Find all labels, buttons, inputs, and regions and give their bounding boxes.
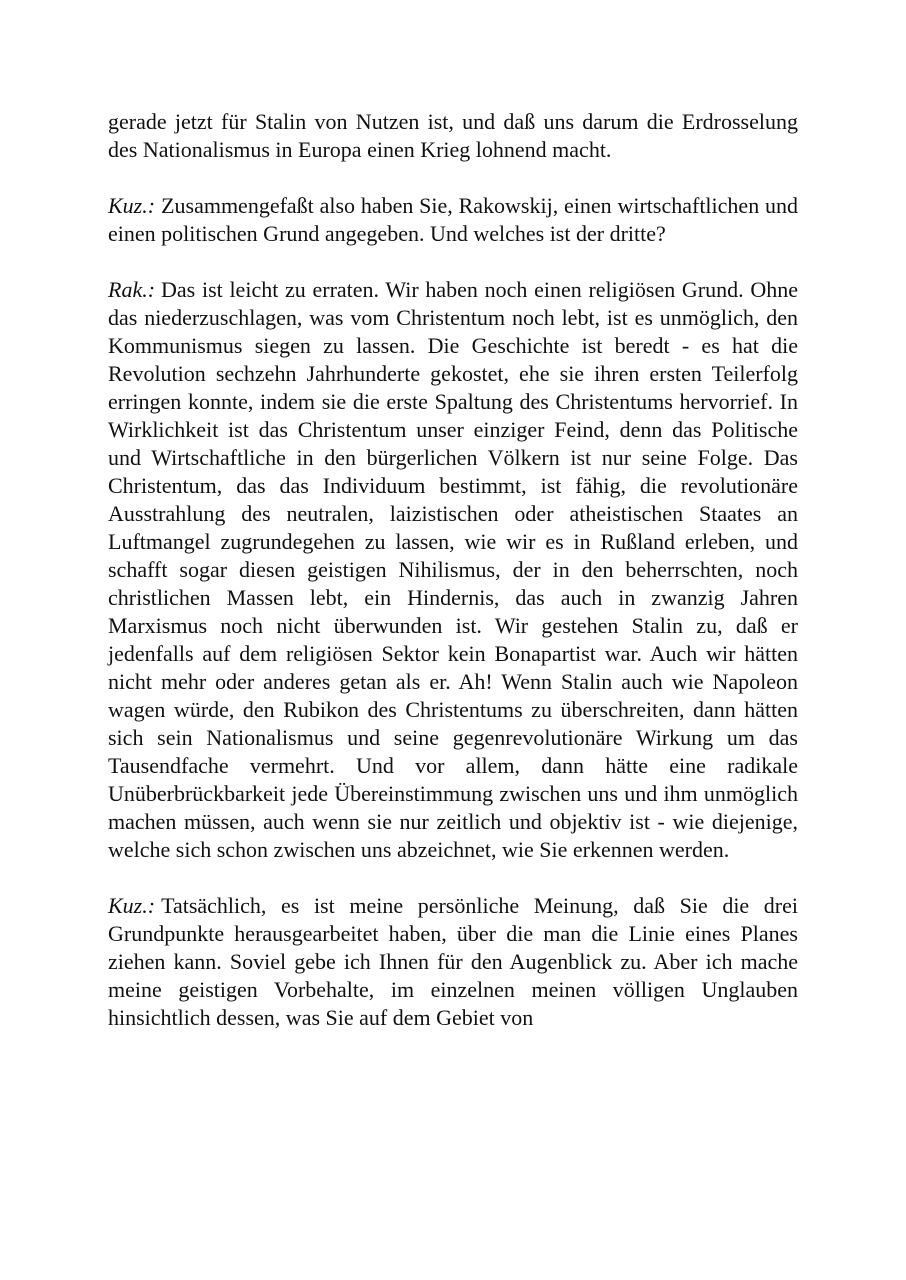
paragraph-text: Zusammengefaßt also haben Sie, Rakowskij, einen wirtschaftlichen und einen politischen Grund angegeben. Und welches ist der dritte? [108,193,798,246]
paragraph-text: gerade jetzt für Stalin von Nutzen ist, und daß uns darum die Erdrosselung des Nationalismus in Europa einen Krieg lohnend macht. [108,109,798,162]
document-page [108,108,798,1060]
paragraph-dialogue [108,892,798,1032]
paragraph-text: Tatsächlich, es ist meine persönliche Meinung, daß Sie die drei Grundpunkte herausgearbeitet haben, über die man die Linie eines Planes ziehen kann. Soviel gebe ich Ihnen für den Augenblick zu. Aber ich mache meine geistigen Vorbehalte, im einzelnen meinen völligen Unglauben hinsichtlich dessen, was Sie auf dem Gebiet von [108,893,798,1030]
paragraph-dialogue [108,192,798,248]
paragraph-text: Das ist leicht zu erraten. Wir haben noch einen religiösen Grund. Ohne das niederzuschlagen, was vom Christentum noch lebt, ist es unmöglich, den Kommunismus siegen zu lassen. Die Geschichte ist beredt - es hat die Revolution sechzehn Jahrhunderte gekostet, ehe sie ihren ersten Teilerfolg erringen konnte, indem sie die erste Spaltung des Christentums hervorrief. In Wirklichkeit ist das Christentum unser einziger Feind, denn das Politische und Wirtschaftliche in den bürgerlichen Völkern ist nur seine Folge. Das Christentum, das das Individuum bestimmt, ist fähig, die revolutionäre Ausstrahlung des neutralen, laizistischen oder atheistischen Staates an Luftmangel zugrundegehen zu lassen, wie wir es in Rußland erleben, und schafft sogar diesen geistigen Nihilismus, der in den beherrschten, noch christlichen Massen lebt, ein Hindernis, das auch in zwanzig Jahren Marxismus noch nicht überwunden ist. Wir gestehen Stalin zu, daß er jedenfalls auf dem religiösen Sektor kein Bonapartist war. Auch wir hätten nicht mehr oder anderes getan als er. Ah! Wenn Stalin auch wie Napoleon wagen würde, den Rubikon des Christentums zu überschreiten, dann hätten sich sein Nationalismus und seine gegenrevolutionäre Wirkung um das Tausendfache vermehrt. Und vor allem, dann hätte eine radikale Unüberbrückbarkeit jede Übereinstimmung zwischen uns und ihm unmöglich machen müssen, auch wenn sie nur zeitlich und objektiv ist - wie diejenige, welche sich schon zwischen uns abzeichnet, wie Sie erkennen werden. [108,277,798,862]
speaker-label: Kuz.: [108,893,156,918]
speaker-label: Rak.: [108,277,156,302]
speaker-label: Kuz.: [108,193,156,218]
paragraph-continuation [108,108,798,164]
paragraph-dialogue [108,276,798,864]
